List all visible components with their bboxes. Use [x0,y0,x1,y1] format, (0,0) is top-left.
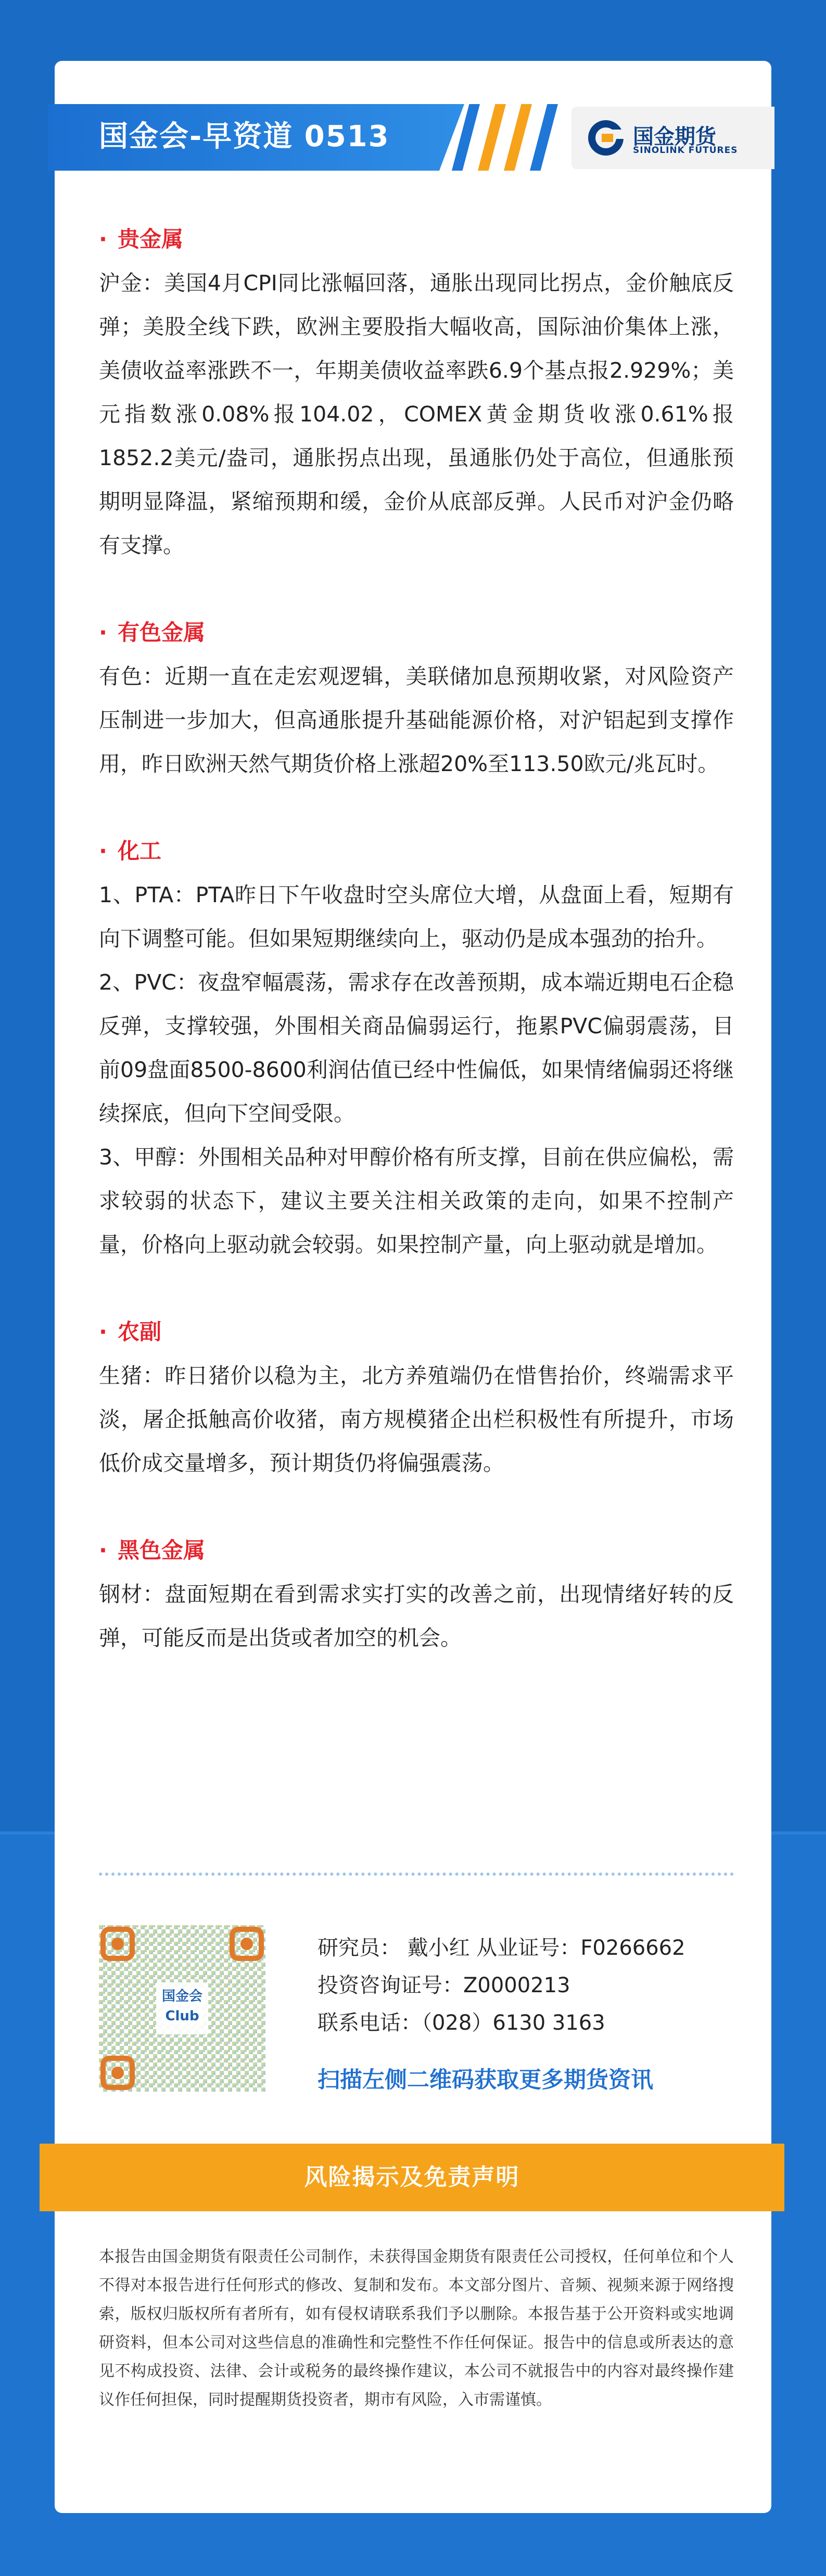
dotted-divider [99,1873,734,1876]
section-ferrous-metals [99,1529,734,1660]
qr-club-label: 国金会 Club [99,1987,265,2026]
dot-bullet-icon: · [99,226,107,252]
brand-logo [571,107,774,169]
section-paragraph: 2、PVC：夜盘窄幅震荡，需求存在改善预期，成本端近期电石企稳反弹，支撑较强，外围相关商品偏弱运行，拖累PVC偏弱震荡，目前09盘面8500-8600利润估值已经中性偏低，如果情绪偏弱还将继续探底，但向下空间受限。 [99,970,734,1126]
page-title: 国金会-早资道 0513 [99,120,390,153]
qr-code[interactable] [99,1925,265,2092]
contact-phone: 联系电话：（028）6130 3163 [317,2011,605,2035]
section-title: 黑色金属 [118,1537,206,1563]
section-agricultural [99,1310,734,1485]
section-title: 化工 [118,838,162,864]
disclaimer-text: 本报告由国金期货有限责任公司制作，未获得国金期货有限责任公司授权，任何单位和个人不得对本报告进行任何形式的修改、复制和发布。本文部分图片、音频、视频来源于网络搜索，版权归版权所有者所有，如有侵权请联系我们予以删除。本报告基于公开资料或实地调研资料，但本公司对这些信息的准确性和完整性不作任何保证。报告中的信息或所表达的意见不构成投资、法律、会计或税务的最终操作建议，本公司不就报告中的内容对最终操作建议作任何担保，同时提醒期货投资者，期市有风险，入市需谨慎。 [99,2248,734,2409]
section-paragraph: 1、PTA：PTA昨日下午收盘时空头席位大增，从盘面上看，短期有向下调整可能。但如果短期继续向上，驱动仍是成本强劲的抬升。 [99,882,734,951]
dot-bullet-icon: · [99,620,107,645]
disclaimer-title: 风险揭示及免责声明 [304,2164,520,2190]
section-title: 农副 [118,1319,162,1344]
researcher-info: 研究员： 戴小红 从业证号：F0266662 [317,1936,685,1960]
section-paragraph: 有色：近期一直在走宏观逻辑，美联储加息预期收紧，对风险资产压制进一步加大，但高通胀提升基础能源价格，对沪铝起到支撑作用，昨日欧洲天然气期货价格上涨超20%至113.50欧元/兆瓦时。 [99,664,734,776]
section-nonferrous-metals [99,611,734,786]
dot-bullet-icon: · [99,838,107,864]
sinolink-logo-icon [586,118,626,158]
section-chemicals [99,829,734,1266]
section-paragraph: 3、甲醇：外围相关品种对甲醇价格有所支撑，目前在供应偏松，需求较弱的状态下，建议主要关注相关政策的走向，如果不控制产量，价格向上驱动就会较弱。如果控制产量，向上驱动就是增加。 [99,1145,734,1257]
section-precious-metals [99,217,734,567]
section-paragraph: 钢材：盘面短期在看到需求实打实的改善之前，出现情绪好转的反弹，可能反而是出货或者加空的机会。 [99,1582,734,1650]
section-title: 有色金属 [118,620,206,645]
report-content [99,217,734,1660]
consult-license: 投资咨询证号：Z0000213 [317,1973,570,1997]
disclaimer-banner [40,2144,784,2211]
section-paragraph: 生猪：昨日猪价以稳为主，北方养殖端仍在惜售抬价，终端需求平淡，屠企抵触高价收猪，南方规模猪企出栏积极性有所提升，市场低价成交量增多，预计期货仍将偏强震荡。 [99,1363,734,1476]
section-paragraph: 沪金：美国4月CPI同比涨幅回落，通胀出现同比拐点，金价触底反弹；美股全线下跌，欧洲主要股指大幅收高，国际油价集体上涨，美债收益率涨跌不一，年期美债收益率跌6.9个基点报2.929%；美元指数涨0.08%报104.02，COMEX黄金期货收涨0.61%报1852.2美元/盎司，通胀拐点出现，虽通胀仍处于高位，但通胀预期明显降温，紧缩预期和缓，金价从底部反弹。人民币对沪金仍略有支撑。 [99,271,734,558]
section-title: 贵金属 [118,226,184,252]
dot-bullet-icon: · [99,1319,107,1344]
scan-qr-tip: 扫描左侧二维码获取更多期货资讯 [317,2067,653,2093]
brand-name-en: SINOLINK FUTURES [633,145,738,156]
brand-name-cn: 国金期货 [633,125,716,149]
dot-bullet-icon: · [99,1537,107,1563]
